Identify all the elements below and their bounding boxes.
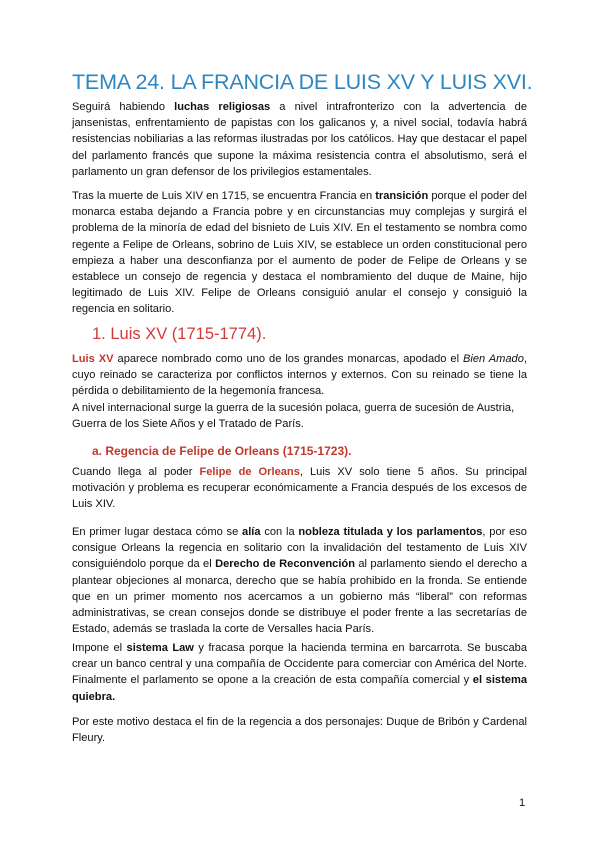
text-span: Cuando llega al poder xyxy=(72,466,200,478)
bold-span: Derecho de Reconvención xyxy=(215,558,355,571)
italic-span: Bien Amado xyxy=(463,353,524,365)
bold-span: transición xyxy=(375,190,429,202)
text-span: al parlamento siendo el derecho a plantear objeciones al monarca, derecho que se había prohibido en la fronda. Se entiende que en un primer momento nos acercamos a un gobierno más “liberal” con reformas administrativas, se crean consejos donde se distribuye el poder frente a las secretarías de Estado, además se traslada la corte de Versalles hacia París. xyxy=(72,558,528,636)
bold-span: luchas religiosas xyxy=(174,101,271,113)
text-span: a nivel intrafronterizo con la advertencia de jansenistas, enfrentamiento de papistas con los galicanos y, a nivel social, todavía habrá resistencias nobiliarias a las reformas ilustradas por los católicos. Hay que destacar el papel del parlamento francés que supone la máxima resistencia contra el absolutismo, será el parlamento un gran defensor de los privilegios estamentales. xyxy=(72,101,527,178)
bold-span: el sistema quiebra. xyxy=(72,674,528,703)
law-paragraph xyxy=(72,640,527,705)
text-span: Tras la muerte de Luis XIV en 1715, se encuentra Francia en xyxy=(72,190,376,202)
text-line: Por este motivo destaca el fin de la regencia a dos personajes: Duque de Bribón y Cardenal Fleury. xyxy=(72,716,527,745)
text-span: , cuyo reinado se caracteriza por conflictos internos y externos. Con su reinado se tiene la pérdida o debilitamiento de la hegemonía francesa. xyxy=(72,353,527,398)
text-line: A nivel internacional surge la guerra de la sucesión polaca, guerra de sucesión de Austria, Guerra de los Siete Años y el Tratado de París. xyxy=(72,401,515,430)
final-paragraph xyxy=(72,714,527,746)
highlight-span: Luis XV xyxy=(72,353,114,365)
text-span: Seguirá habiendo xyxy=(72,101,175,113)
text-span: , Luis XV solo tiene 5 años. Su principal motivación y problema es recuperar económicamente a Francia después de los excesos de Luis XIV. xyxy=(72,466,528,511)
section-heading-luis-xv: 1. Luis XV (1715-1774). xyxy=(92,325,267,343)
page-number: 1 xyxy=(519,797,526,809)
text-span: En primer lugar destaca cómo se xyxy=(72,526,243,538)
text-span: porque el poder del monarca estaba dejando a Francia pobre y en circunstancias muy complejas y surgirá el problema de la minoría de edad del bisnieto de Luis XIV. En el testamento se nombra como regente a Felipe de Orleans, sobrino de Luis XIV, se establece un orden constitucional pero empieza a haber una desconfianza por el aumento de poder de Felipe de Orleans y se establece un consejo de regencia y destaca el nombramiento del duque de Maine, hijo legitimado de Luis XIV. Felipe de Orleans consiguió anular el consejo y consiguió la regencia en solitario. xyxy=(72,190,527,316)
subsection-heading-regencia: a. Regencia de Felipe de Orleans (1715-1723). xyxy=(92,444,352,458)
bold-span: nobleza titulada y los parlamentos xyxy=(298,526,483,538)
text-span: , por eso consigue Orleans la regencia en solitario con la invalidación del testamento de Luis XIV consiguiéndolo porque da el xyxy=(72,526,527,571)
document-title: TEMA 24. LA FRANCIA DE LUIS XV Y LUIS XVI. xyxy=(72,70,533,94)
alianza-paragraph xyxy=(72,524,527,637)
luis-xv-paragraph xyxy=(72,351,527,432)
text-span: aparece nombrado como uno de los grandes monarcas, apodado el xyxy=(113,353,463,365)
highlight-span: Felipe de Orleans xyxy=(199,466,300,478)
text-span: Impone el xyxy=(72,642,127,654)
transicion-paragraph xyxy=(72,188,527,318)
text-span: y fracasa porque la hacienda termina en barcarrota. Se buscaba crear un banco central y una compañía de Occidente para comerciar con América del Norte. Finalmente el parlamento se opone a la creación de esta compañía comercial y xyxy=(72,642,527,687)
text-span: con la xyxy=(260,526,299,538)
bold-span: sistema Law xyxy=(126,642,194,654)
regencia-paragraph xyxy=(72,464,527,513)
intro-paragraph xyxy=(72,99,527,180)
bold-span: alía xyxy=(242,526,261,538)
